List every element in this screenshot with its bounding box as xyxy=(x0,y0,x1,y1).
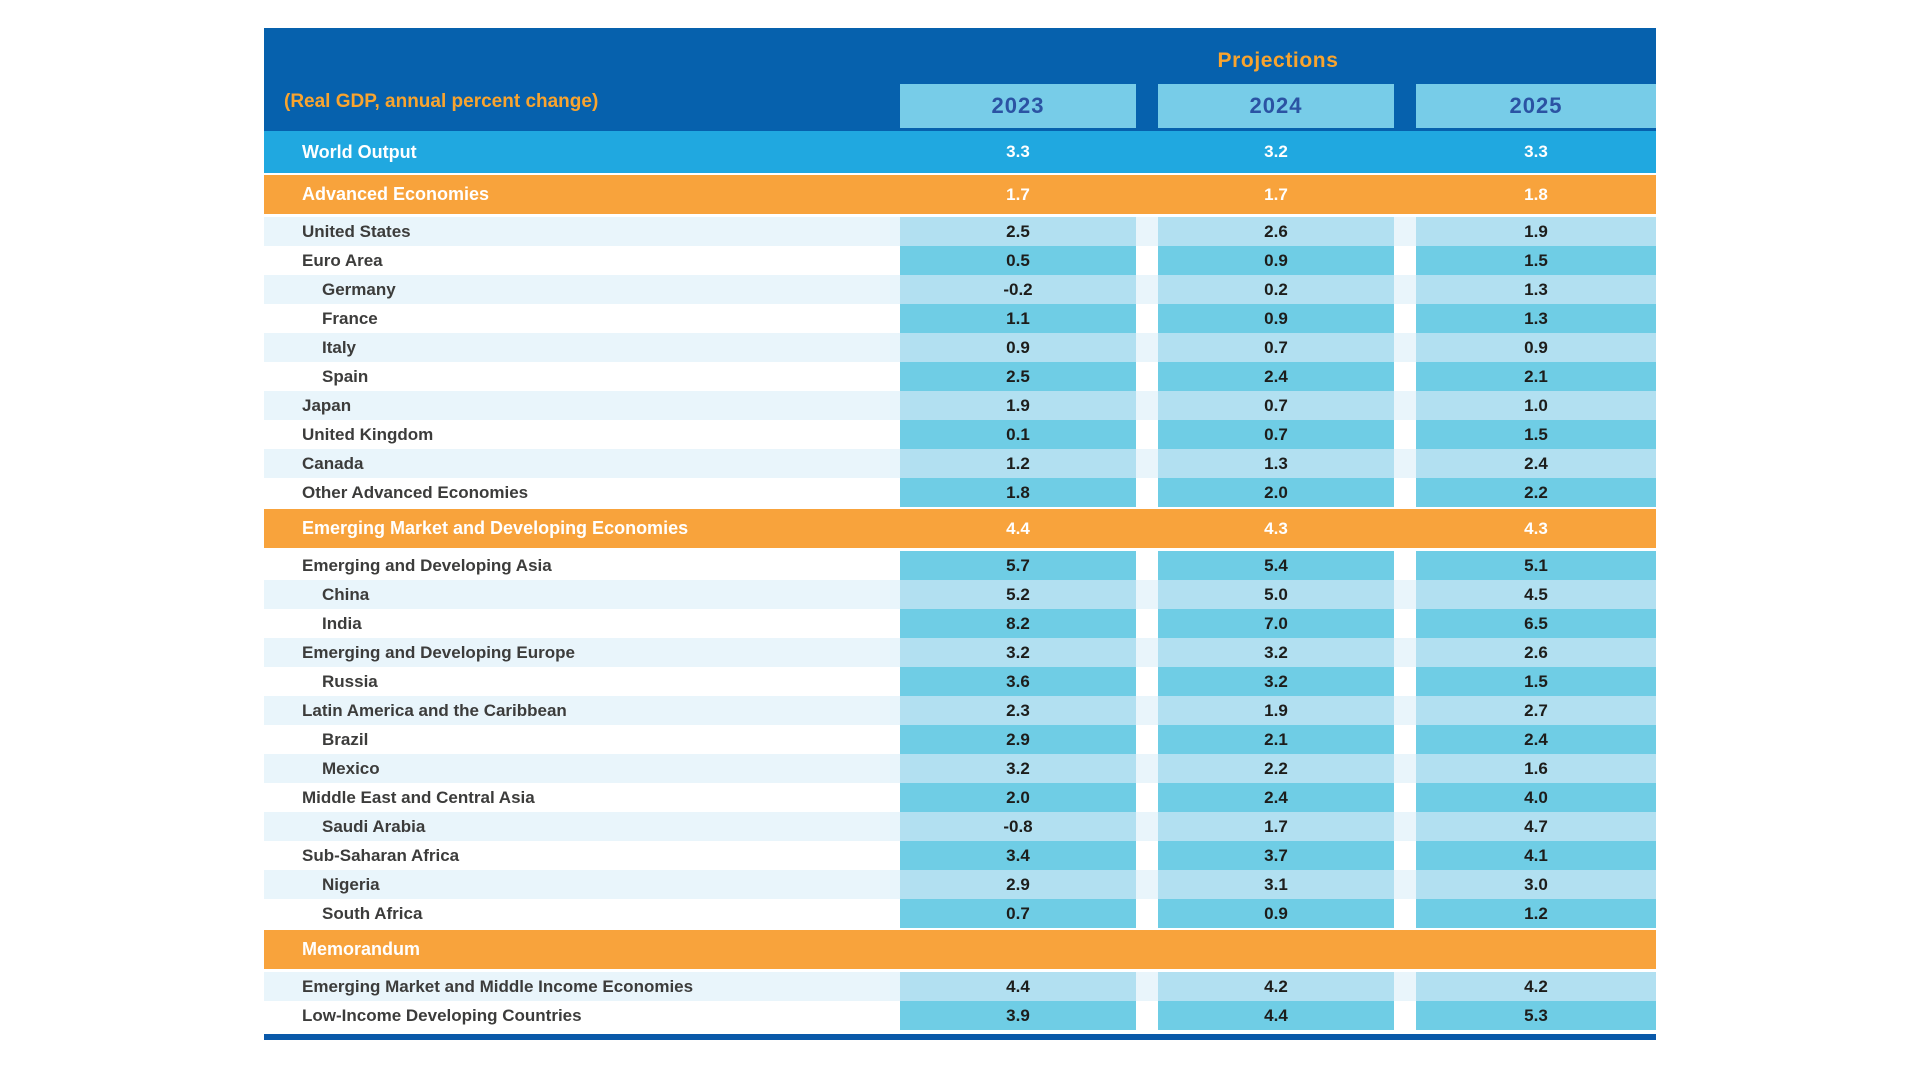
table-row xyxy=(264,478,1656,507)
row-label: Brazil xyxy=(322,729,369,749)
value-cell: 5.3 xyxy=(1416,1001,1656,1030)
column-gap xyxy=(1394,551,1416,580)
row-label: Italy xyxy=(322,337,357,357)
value-cell: 4.4 xyxy=(900,972,1136,1001)
column-gap xyxy=(1394,783,1416,812)
table-row xyxy=(264,725,1656,754)
value-cell: 2.2 xyxy=(1416,478,1656,507)
value-cell: 4.1 xyxy=(1416,841,1656,870)
column-gap xyxy=(1394,667,1416,696)
column-gap xyxy=(1136,1001,1158,1030)
value-cell: 2.9 xyxy=(900,725,1136,754)
table-row xyxy=(264,638,1656,667)
column-gap xyxy=(1394,870,1416,899)
row-label: Saudi Arabia xyxy=(322,816,426,836)
value-cell: 1.7 xyxy=(1264,184,1288,204)
row-label: France xyxy=(322,308,378,328)
value-cell: 2.6 xyxy=(1158,217,1394,246)
column-gap xyxy=(1136,667,1158,696)
value-cell: 1.3 xyxy=(1158,449,1394,478)
value-cell: 3.4 xyxy=(900,841,1136,870)
value-cell: 1.9 xyxy=(1158,696,1394,725)
value-cell: 2.7 xyxy=(1416,696,1656,725)
value-cell: 0.7 xyxy=(900,899,1136,928)
column-gap xyxy=(1394,478,1416,507)
table-row xyxy=(264,420,1656,449)
table-row xyxy=(264,696,1656,725)
column-gap xyxy=(1394,972,1416,1001)
column-gap xyxy=(1394,304,1416,333)
value-cell: 4.4 xyxy=(1158,1001,1394,1030)
value-cell: 2.1 xyxy=(1416,362,1656,391)
column-gap xyxy=(1394,131,1416,173)
column-gap xyxy=(1136,217,1158,246)
value-cell: 2.4 xyxy=(1416,449,1656,478)
value-cell: 1.0 xyxy=(1416,391,1656,420)
value-cell: 4.3 xyxy=(1264,518,1288,538)
column-gap xyxy=(1136,333,1158,362)
value-cell: 8.2 xyxy=(900,609,1136,638)
value-cell: 2.4 xyxy=(1158,362,1394,391)
value-cell: 4.7 xyxy=(1416,812,1656,841)
value-cell: 1.7 xyxy=(1006,184,1030,204)
value-cell: 0.9 xyxy=(1158,304,1394,333)
value-cell: 7.0 xyxy=(1158,609,1394,638)
column-gap xyxy=(1394,725,1416,754)
value-cell: 1.2 xyxy=(900,449,1136,478)
table-row xyxy=(264,754,1656,783)
table-row xyxy=(264,551,1656,580)
value-cell: 3.9 xyxy=(900,1001,1136,1030)
column-gap xyxy=(1394,420,1416,449)
value-cell: 1.8 xyxy=(1524,184,1548,204)
column-gap xyxy=(1394,175,1416,214)
row-label: Emerging Market and Middle Income Economies xyxy=(302,976,694,996)
row-label: Mexico xyxy=(322,758,380,778)
value-cell: 5.1 xyxy=(1416,551,1656,580)
value-cell: 5.0 xyxy=(1158,580,1394,609)
table-row xyxy=(264,609,1656,638)
row-label: Emerging and Developing Asia xyxy=(302,555,552,575)
row-label: Nigeria xyxy=(322,874,380,894)
column-gap xyxy=(1136,841,1158,870)
table-row xyxy=(264,972,1656,1001)
column-gap xyxy=(1394,217,1416,246)
value-cell: 2.5 xyxy=(900,217,1136,246)
column-gap xyxy=(1136,551,1158,580)
column-gap xyxy=(1136,304,1158,333)
column-gap xyxy=(1136,870,1158,899)
table-row xyxy=(264,246,1656,275)
table-row xyxy=(264,870,1656,899)
table-row-section xyxy=(264,507,1656,551)
row-label: Latin America and the Caribbean xyxy=(302,700,567,720)
value-cell: 0.5 xyxy=(900,246,1136,275)
row-label: Low-Income Developing Countries xyxy=(302,1005,582,1025)
table-rows xyxy=(264,131,1656,1030)
table-row xyxy=(264,275,1656,304)
table-row xyxy=(264,899,1656,928)
row-label: Middle East and Central Asia xyxy=(302,787,535,807)
column-gap xyxy=(1136,509,1158,548)
table-row xyxy=(264,812,1656,841)
row-label: Advanced Economies xyxy=(302,184,490,204)
value-cell xyxy=(1158,930,1394,969)
row-label: World Output xyxy=(302,141,417,162)
value-cell: 5.2 xyxy=(900,580,1136,609)
row-label: Japan xyxy=(302,395,352,415)
column-header-2025: 2025 xyxy=(1416,84,1656,128)
table-header xyxy=(264,28,1656,131)
projections-title: Projections xyxy=(1217,49,1339,72)
row-label: Emerging and Developing Europe xyxy=(302,642,575,662)
table-row-section xyxy=(264,928,1656,972)
value-cell: 4.5 xyxy=(1416,580,1656,609)
value-cell: 1.6 xyxy=(1416,754,1656,783)
table-row xyxy=(264,333,1656,362)
column-gap xyxy=(1394,930,1416,969)
value-cell: 1.2 xyxy=(1416,899,1656,928)
value-cell: 1.8 xyxy=(900,478,1136,507)
row-label: United Kingdom xyxy=(302,424,434,444)
column-gap xyxy=(1136,449,1158,478)
table-row xyxy=(264,841,1656,870)
column-gap xyxy=(1394,899,1416,928)
row-label: Canada xyxy=(302,453,364,473)
value-cell: 3.2 xyxy=(900,754,1136,783)
value-cell: 4.2 xyxy=(1158,972,1394,1001)
value-cell: 2.1 xyxy=(1158,725,1394,754)
row-label: Russia xyxy=(322,671,378,691)
value-cell: 3.7 xyxy=(1158,841,1394,870)
table-row-world xyxy=(264,131,1656,173)
column-gap xyxy=(1394,754,1416,783)
value-cell: 1.5 xyxy=(1416,246,1656,275)
value-cell: 1.3 xyxy=(1416,304,1656,333)
value-cell: 1.9 xyxy=(1416,217,1656,246)
value-cell: 6.5 xyxy=(1416,609,1656,638)
row-label: Euro Area xyxy=(302,250,383,270)
column-header-2024: 2024 xyxy=(1158,84,1394,128)
value-cell: 0.9 xyxy=(1158,246,1394,275)
value-cell: 0.2 xyxy=(1158,275,1394,304)
value-cell: 2.5 xyxy=(900,362,1136,391)
value-cell: 0.1 xyxy=(900,420,1136,449)
value-cell: 2.6 xyxy=(1416,638,1656,667)
column-gap xyxy=(1136,972,1158,1001)
row-label: China xyxy=(322,584,370,604)
value-cell: 2.4 xyxy=(1416,725,1656,754)
table-row xyxy=(264,362,1656,391)
table-row xyxy=(264,580,1656,609)
value-cell: 3.2 xyxy=(1158,667,1394,696)
column-gap xyxy=(1394,449,1416,478)
value-cell: 5.7 xyxy=(900,551,1136,580)
table-row xyxy=(264,391,1656,420)
gdp-projections-table xyxy=(264,28,1656,1040)
value-cell: 0.9 xyxy=(1416,333,1656,362)
value-cell: 3.2 xyxy=(1264,142,1288,161)
value-cell: 3.1 xyxy=(1158,870,1394,899)
value-cell: 5.4 xyxy=(1158,551,1394,580)
column-gap xyxy=(1136,725,1158,754)
value-cell: 3.0 xyxy=(1416,870,1656,899)
table-row xyxy=(264,667,1656,696)
value-cell: 1.5 xyxy=(1416,667,1656,696)
column-gap xyxy=(1136,362,1158,391)
value-cell: 2.0 xyxy=(900,783,1136,812)
value-cell: 2.0 xyxy=(1158,478,1394,507)
row-label: Spain xyxy=(322,366,369,386)
value-cell: 1.5 xyxy=(1416,420,1656,449)
table-row xyxy=(264,304,1656,333)
unit-label: (Real GDP, annual percent change) xyxy=(284,90,599,112)
value-cell: 4.3 xyxy=(1524,518,1548,538)
value-cell: 0.7 xyxy=(1158,333,1394,362)
column-gap xyxy=(1394,609,1416,638)
table-row xyxy=(264,449,1656,478)
row-label: Sub-Saharan Africa xyxy=(302,845,460,865)
column-gap xyxy=(1136,478,1158,507)
column-gap xyxy=(1394,509,1416,548)
column-gap xyxy=(1394,391,1416,420)
value-cell: 2.4 xyxy=(1158,783,1394,812)
value-cell: 4.2 xyxy=(1416,972,1656,1001)
column-gap xyxy=(1136,696,1158,725)
value-cell: 0.9 xyxy=(1158,899,1394,928)
table-row xyxy=(264,783,1656,812)
column-gap xyxy=(1394,1001,1416,1030)
value-cell: -0.8 xyxy=(900,812,1136,841)
column-gap xyxy=(1394,812,1416,841)
value-cell: -0.2 xyxy=(900,275,1136,304)
value-cell: 3.2 xyxy=(1158,638,1394,667)
column-gap xyxy=(1136,899,1158,928)
row-label: Germany xyxy=(322,279,396,299)
value-cell: 2.3 xyxy=(900,696,1136,725)
value-cell: 2.9 xyxy=(900,870,1136,899)
column-gap xyxy=(1394,333,1416,362)
column-gap xyxy=(1136,175,1158,214)
value-cell: 0.9 xyxy=(900,333,1136,362)
column-gap xyxy=(1394,246,1416,275)
value-cell: 4.0 xyxy=(1416,783,1656,812)
value-cell: 1.7 xyxy=(1158,812,1394,841)
column-gap xyxy=(1136,638,1158,667)
column-gap xyxy=(1136,580,1158,609)
column-gap xyxy=(1136,391,1158,420)
row-label: Other Advanced Economies xyxy=(302,482,529,502)
value-cell xyxy=(1416,930,1656,969)
row-label: United States xyxy=(302,221,411,241)
column-gap xyxy=(1136,420,1158,449)
column-gap xyxy=(1136,930,1158,969)
value-cell: 3.3 xyxy=(1006,142,1030,161)
column-gap xyxy=(1394,841,1416,870)
column-gap xyxy=(1136,131,1158,173)
value-cell: 1.9 xyxy=(900,391,1136,420)
value-cell: 4.4 xyxy=(1006,518,1030,538)
column-gap xyxy=(1136,246,1158,275)
column-gap xyxy=(1394,275,1416,304)
column-gap xyxy=(1136,275,1158,304)
column-gap xyxy=(1394,580,1416,609)
value-cell: 3.6 xyxy=(900,667,1136,696)
bottom-rule xyxy=(264,1034,1656,1040)
column-gap xyxy=(1394,696,1416,725)
value-cell: 0.7 xyxy=(1158,420,1394,449)
column-gap xyxy=(1394,638,1416,667)
row-label: South Africa xyxy=(322,903,423,923)
value-cell: 1.1 xyxy=(900,304,1136,333)
column-header-2023: 2023 xyxy=(900,84,1136,128)
column-gap xyxy=(1136,783,1158,812)
table-row-section xyxy=(264,173,1656,217)
value-cell: 1.3 xyxy=(1416,275,1656,304)
column-gap xyxy=(1136,754,1158,783)
table-row xyxy=(264,217,1656,246)
row-label: Emerging Market and Developing Economies xyxy=(302,518,689,538)
column-gap xyxy=(1136,609,1158,638)
column-gap xyxy=(1394,362,1416,391)
value-cell: 2.2 xyxy=(1158,754,1394,783)
value-cell: 0.7 xyxy=(1158,391,1394,420)
value-cell xyxy=(900,930,1136,969)
table-row xyxy=(264,1001,1656,1030)
column-gap xyxy=(1136,812,1158,841)
row-label: Memorandum xyxy=(302,939,421,959)
row-label: India xyxy=(322,613,362,633)
value-cell: 3.3 xyxy=(1524,142,1548,161)
value-cell: 3.2 xyxy=(900,638,1136,667)
